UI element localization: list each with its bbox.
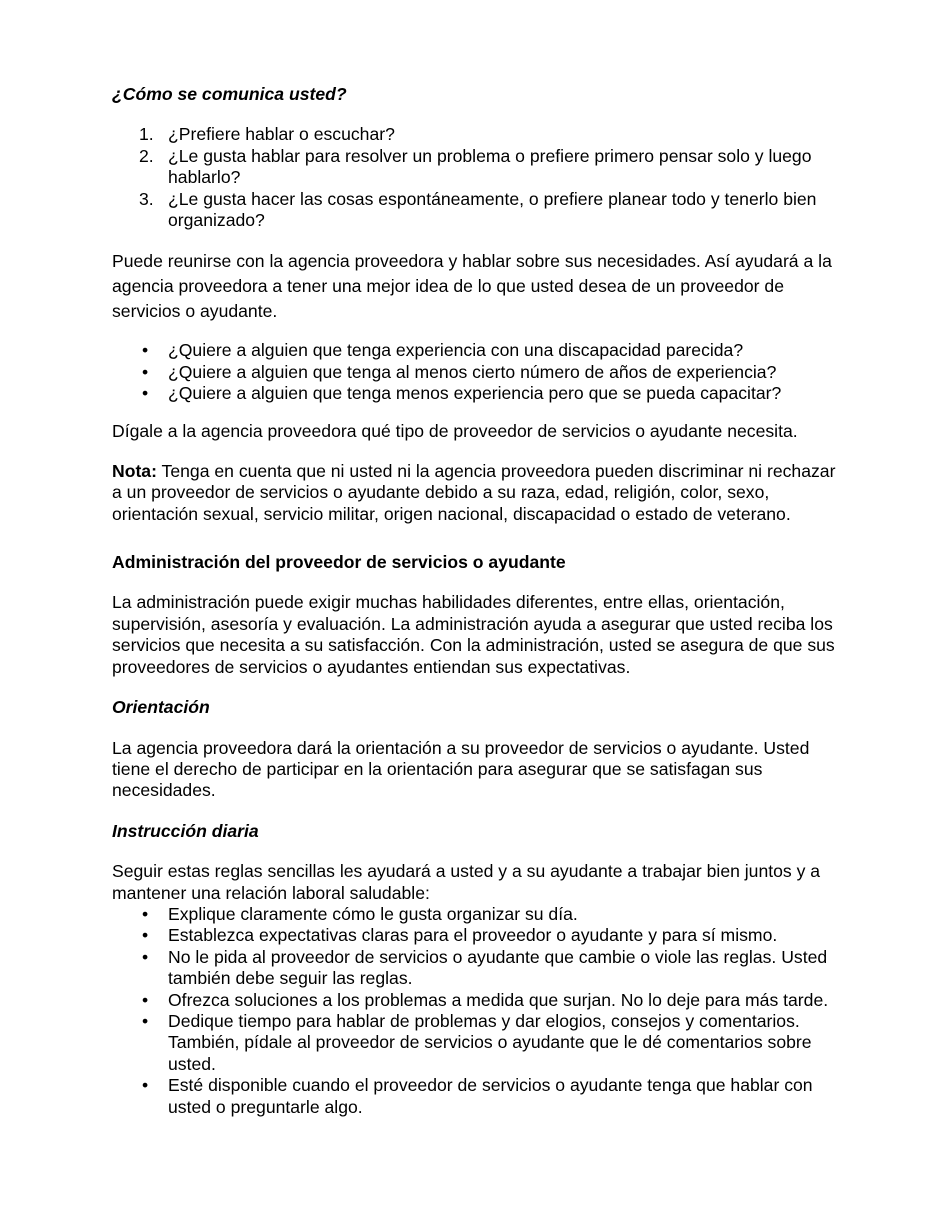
list-item <box>112 1075 842 1118</box>
bullet: • <box>142 340 149 361</box>
list-item <box>112 1011 842 1075</box>
list-item-text: Ofrezca soluciones a los problemas a medida que surjan. No lo deje para más tarde. <box>168 989 829 1010</box>
bullet: • <box>142 1010 149 1031</box>
list-item-text: ¿Le gusta hablar para resolver un problema o prefiere primero pensar solo y luego hablarlo? <box>168 145 812 188</box>
list-item <box>112 124 842 145</box>
list-item <box>112 925 842 946</box>
list-item <box>112 362 842 383</box>
list-item-text: ¿Quiere a alguien que tenga menos experiencia pero que se pueda capacitar? <box>168 383 782 404</box>
note-text: Tenga en cuenta que ni usted ni la agencia proveedora pueden discriminar ni rechazar a un proveedor de servicios o ayudante debido a su raza, edad, religión, color, sexo, orientación sexual, servicio militar, origen nacional, discapacidad o estado de veterano. <box>112 460 836 524</box>
list-item-text: ¿Quiere a alguien que tenga al menos cierto número de años de experiencia? <box>168 361 777 382</box>
list-item-text: ¿Prefiere hablar o escuchar? <box>168 124 395 145</box>
bullet: • <box>142 903 149 924</box>
bullet: • <box>142 361 149 382</box>
bullet: • <box>142 989 149 1010</box>
list-number: 2. <box>139 145 154 166</box>
paragraph-meet-agency: Puede reunirse con la agencia proveedora y hablar sobre sus necesidades. Así ayudará a la agencia proveedora a tener una mejor idea de lo que usted desea de un proveedor de servicios o ayudante. <box>112 251 832 321</box>
bullet: • <box>142 925 149 946</box>
list-item-text: Esté disponible cuando el proveedor de servicios o ayudante tenga que hablar con usted o preguntarle algo. <box>168 1075 813 1117</box>
note-label: Nota: <box>112 460 157 481</box>
paragraph-orientation: La agencia proveedora dará la orientación a su proveedor de servicios o ayudante. Usted tiene el derecho de participar en la orientación para asegurar que se satisfagan sus necesidades. <box>112 737 810 801</box>
paragraph-daily-instruction: Seguir estas reglas sencillas les ayudará a usted y a su ayudante a trabajar bien juntos y a mantener una relación laboral saludable: <box>112 861 821 903</box>
list-item <box>112 383 842 404</box>
list-item-text: ¿Le gusta hacer las cosas espontáneamente, o prefiere planear todo y tenerlo bien organizado? <box>168 188 817 231</box>
list-item-text: ¿Quiere a alguien que tenga experiencia con una discapacidad parecida? <box>168 340 744 361</box>
list-item-text: Dedique tiempo para hablar de problemas y dar elogios, consejos y comentarios. También, pídale al proveedor de servicios o ayudante que le dé comentarios sobre usted. <box>168 1010 812 1074</box>
paragraph-administration: La administración puede exigir muchas habilidades diferentes, entre ellas, orientación, supervisión, asesoría y evaluación. La administración ayuda a asegurar que usted reciba los servicios que necesita a su satisfacción. Con la administración, usted se asegura de que sus proveedores de servicios o ayudantes entiendan sus expectativas. <box>112 592 835 677</box>
list-item-text: Explique claramente cómo le gusta organizar su día. <box>168 903 578 924</box>
section-title-communicate: ¿Cómo se comunica usted? <box>112 84 347 104</box>
section-title-administration: Administración del proveedor de servicios o ayudante <box>112 552 566 573</box>
section-title-orientation: Orientación <box>112 697 210 718</box>
list-number: 1. <box>139 124 154 145</box>
daily-rules-list <box>112 904 842 1118</box>
bullet: • <box>142 383 149 404</box>
paragraph-tell-agency: Dígale a la agencia proveedora qué tipo de proveedor de servicios o ayudante necesita. <box>112 421 798 442</box>
bullet: • <box>142 946 149 967</box>
list-number: 3. <box>139 188 154 209</box>
section-title-daily-instruction: Instrucción diaria <box>112 820 259 841</box>
provider-wants-list <box>112 340 842 404</box>
list-item <box>112 904 842 925</box>
list-item <box>112 340 842 361</box>
list-item-text: Establezca expectativas claras para el proveedor o ayudante y para sí mismo. <box>168 925 778 946</box>
note-paragraph <box>112 461 842 525</box>
list-item-text: No le pida al proveedor de servicios o ayudante que cambie o viole las reglas. Usted también debe seguir las reglas. <box>168 946 828 989</box>
list-item <box>112 947 842 990</box>
list-item <box>112 990 842 1011</box>
list-item <box>112 189 842 232</box>
bullet: • <box>142 1075 149 1096</box>
communicate-question-list <box>112 124 842 231</box>
document-page <box>112 84 842 1118</box>
list-item <box>112 146 842 189</box>
